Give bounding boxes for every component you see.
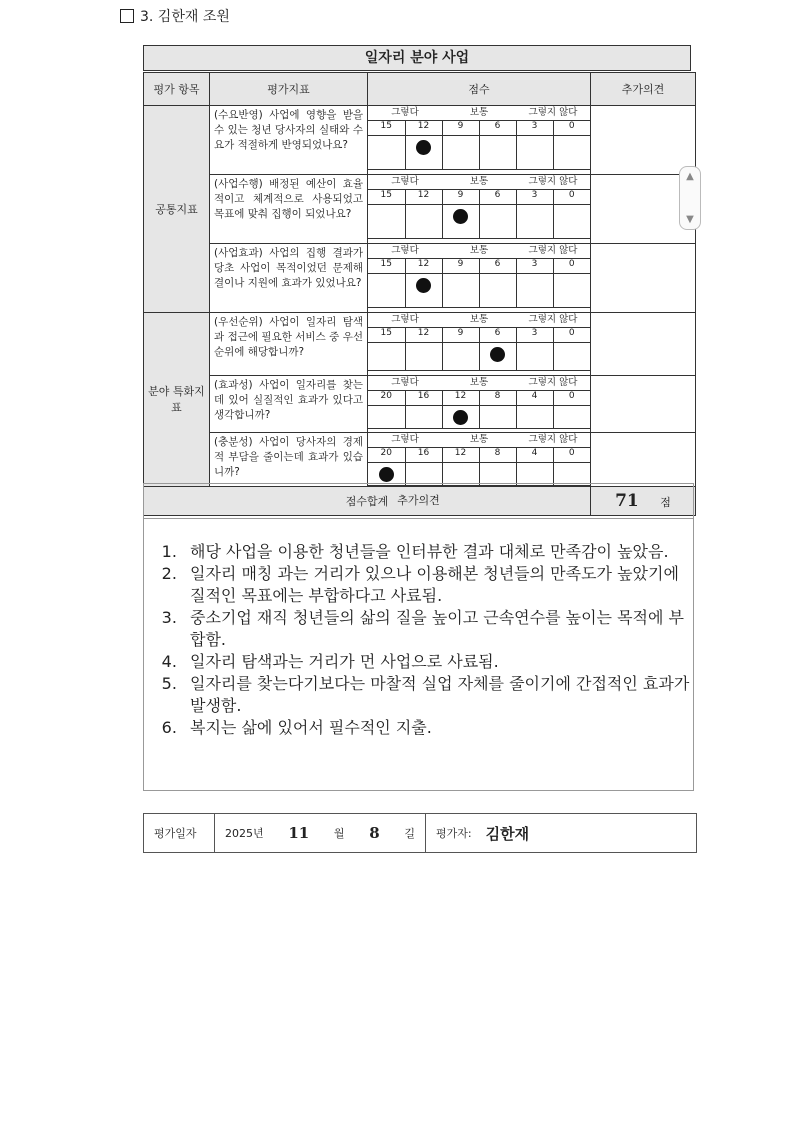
date-value <box>215 814 426 852</box>
level-labels <box>368 433 590 448</box>
table-row <box>144 376 696 433</box>
level-label: 그렇다 <box>391 434 419 445</box>
date-month: 11 <box>288 824 310 842</box>
evaluator <box>426 814 539 852</box>
score-choice[interactable] <box>442 135 479 170</box>
score-value: 20 <box>368 448 405 462</box>
score-choice[interactable] <box>553 462 590 485</box>
score-choice[interactable] <box>479 135 516 170</box>
indicator-text: (사업효과) 사업의 집행 결과가 당초 사업이 목적이었던 문제해결이나 지원에 효과가 있었나요? <box>210 244 368 313</box>
level-label: 그렇지 않다 <box>528 176 578 187</box>
selected-dot-icon <box>490 347 505 362</box>
score-choice[interactable] <box>405 342 442 371</box>
score-cell <box>368 313 591 376</box>
score-value: 0 <box>553 190 590 204</box>
score-value: 3 <box>516 190 553 204</box>
score-choice[interactable] <box>553 204 590 239</box>
score-value: 15 <box>368 190 405 204</box>
score-value: 15 <box>368 328 405 342</box>
header-opinion: 추가의견 <box>591 73 696 106</box>
score-choice[interactable] <box>405 273 442 308</box>
category-cell: 분야 특화지표 <box>144 313 210 487</box>
opinion-item: 6. 복지는 삶에 있어서 필수적인 지출. <box>182 717 693 739</box>
table-row <box>144 175 696 244</box>
selected-dot-icon <box>416 140 431 155</box>
score-choice[interactable] <box>479 204 516 239</box>
opinion-item: 5. 일자리를 찾는다기보다는 마찰적 실업 자체를 줄이기에 간접적인 효과가 발생함. <box>182 673 693 717</box>
opinion-cell <box>591 313 696 376</box>
footer <box>143 813 697 853</box>
score-choice[interactable] <box>405 405 442 428</box>
score-choice[interactable] <box>553 135 590 170</box>
opinion-item: 1. 해당 사업을 이용한 청년들을 인터뷰한 결과 대체로 만족감이 높았음. <box>182 541 693 563</box>
scroll-down-icon[interactable]: ▼ <box>686 214 694 225</box>
score-value: 15 <box>368 259 405 273</box>
score-value: 12 <box>405 190 442 204</box>
level-label: 보통 <box>469 107 489 118</box>
score-cell <box>368 433 591 487</box>
score-choice[interactable] <box>553 405 590 428</box>
score-value: 9 <box>442 190 479 204</box>
header-category: 평가 항목 <box>144 73 210 106</box>
header-score: 점수 <box>368 73 591 106</box>
level-label: 보통 <box>469 245 489 256</box>
score-choice[interactable] <box>442 462 479 485</box>
level-label: 보통 <box>469 377 489 388</box>
score-choice[interactable] <box>553 273 590 308</box>
score-value: 20 <box>368 391 405 405</box>
score-value: 12 <box>405 121 442 135</box>
opinion-list <box>144 541 693 739</box>
score-choice[interactable] <box>479 462 516 485</box>
score-cell <box>368 106 591 175</box>
score-choice[interactable] <box>442 405 479 428</box>
indicator-text: (우선순위) 사업이 일자리 탐색과 접근에 필요한 서비스 중 우선순위에 해당합니까? <box>210 313 368 376</box>
scroll-control[interactable] <box>679 166 701 230</box>
opinion-item: 4. 일자리 탐색과는 거리가 먼 사업으로 사료됨. <box>182 651 693 673</box>
date-label: 평가일자 <box>144 814 215 852</box>
level-label: 그렇다 <box>391 314 419 325</box>
score-value: 16 <box>405 391 442 405</box>
score-choice[interactable] <box>442 273 479 308</box>
score-value: 9 <box>442 121 479 135</box>
score-choice[interactable] <box>368 204 405 239</box>
indicator-text: (충분성) 사업이 당사자의 경제적 부담을 줄이는데 효과가 있습니까? <box>210 433 368 487</box>
score-choice[interactable] <box>516 135 553 170</box>
score-cell <box>368 175 591 244</box>
level-label: 그렇지 않다 <box>528 377 578 388</box>
heading-text: 3. 김한재 조원 <box>140 9 230 25</box>
score-choice[interactable] <box>442 204 479 239</box>
score-choice[interactable] <box>553 342 590 371</box>
score-choice[interactable] <box>479 273 516 308</box>
opinion-title: 추가의견 <box>144 484 693 519</box>
opinion-item: 2. 일자리 매칭 과는 거리가 있으나 이용해본 청년들의 만족도가 높았기에 질적인 목표에는 부합하다고 사료됨. <box>182 563 693 607</box>
score-value: 4 <box>516 448 553 462</box>
score-cell <box>368 244 591 313</box>
score-value: 0 <box>553 391 590 405</box>
level-labels <box>368 313 590 328</box>
score-value: 8 <box>479 448 516 462</box>
level-label: 그렇지 않다 <box>528 434 578 445</box>
score-choice[interactable] <box>516 273 553 308</box>
score-choice[interactable] <box>479 405 516 428</box>
table-row <box>144 106 696 175</box>
evaluator-name: 김한재 <box>485 824 530 843</box>
level-label: 보통 <box>469 176 489 187</box>
score-value: 0 <box>553 328 590 342</box>
score-value: 16 <box>405 448 442 462</box>
score-value: 8 <box>479 391 516 405</box>
table-row <box>144 313 696 376</box>
opinion-box <box>143 483 694 791</box>
date-month-unit: 월 <box>333 827 345 840</box>
score-value: 6 <box>479 259 516 273</box>
score-value: 12 <box>442 391 479 405</box>
selected-dot-icon <box>416 278 431 293</box>
score-choice[interactable] <box>405 135 442 170</box>
indicator-text: (사업수행) 배정된 예산이 효율적이고 체계적으로 사용되었고 목표에 맞춰 집행이 되었나요? <box>210 175 368 244</box>
level-label: 보통 <box>469 314 489 325</box>
score-value: 6 <box>479 328 516 342</box>
indicator-text: (효과성) 사업이 일자리를 찾는데 있어 실질적인 효과가 있다고 생각합니까? <box>210 376 368 433</box>
score-value: 12 <box>405 259 442 273</box>
header-indicator: 평가지표 <box>210 73 368 106</box>
score-value: 12 <box>405 328 442 342</box>
level-labels <box>368 106 590 121</box>
score-value: 3 <box>516 328 553 342</box>
score-cell <box>368 376 591 433</box>
level-label: 그렇지 않다 <box>528 314 578 325</box>
score-value: 15 <box>368 121 405 135</box>
score-choice[interactable] <box>368 342 405 371</box>
score-choice[interactable] <box>405 204 442 239</box>
score-choice[interactable] <box>516 342 553 371</box>
level-labels <box>368 376 590 391</box>
opinion-cell <box>591 376 696 433</box>
opinion-cell <box>591 106 696 175</box>
score-value: 0 <box>553 448 590 462</box>
date-day: 8 <box>369 824 380 842</box>
score-value: 9 <box>442 259 479 273</box>
selected-dot-icon <box>379 467 394 482</box>
score-value: 12 <box>442 448 479 462</box>
level-label: 그렇다 <box>391 176 419 187</box>
level-labels <box>368 244 590 259</box>
score-choice[interactable] <box>516 462 553 485</box>
selected-dot-icon <box>453 209 468 224</box>
selected-dot-icon <box>453 410 468 425</box>
level-label: 그렇다 <box>391 245 419 256</box>
category-cell: 공통지표 <box>144 106 210 313</box>
indicator-text: (수요반영) 사업에 영향을 받을 수 있는 청년 당사자의 실태와 수요가 적절하게 반영되었나요? <box>210 106 368 175</box>
total-unit: 점 <box>660 495 671 509</box>
evaluation-table <box>143 72 696 516</box>
table-row <box>144 433 696 487</box>
level-label: 그렇지 않다 <box>528 245 578 256</box>
score-choice[interactable] <box>479 342 516 371</box>
table-title: 일자리 분야 사업 <box>143 45 691 71</box>
score-value: 6 <box>479 190 516 204</box>
table-row <box>144 244 696 313</box>
date-day-unit: 길 <box>404 827 415 840</box>
score-choice[interactable] <box>368 405 405 428</box>
date-year: 2025년 <box>225 827 264 840</box>
scroll-up-icon[interactable]: ▲ <box>686 171 694 182</box>
opinion-item: 3. 중소기업 재직 청년들의 삶의 질을 높이고 근속연수를 높이는 목적에 부합함. <box>182 607 693 651</box>
score-choice[interactable] <box>516 204 553 239</box>
score-choice[interactable] <box>368 135 405 170</box>
score-value: 3 <box>516 121 553 135</box>
score-value: 6 <box>479 121 516 135</box>
total-value: 71 <box>615 490 639 511</box>
total-label: 점수합계 <box>144 486 591 515</box>
score-value: 9 <box>442 328 479 342</box>
score-choice[interactable] <box>368 462 405 485</box>
score-choice[interactable] <box>516 405 553 428</box>
level-label: 보통 <box>469 434 489 445</box>
level-label: 그렇지 않다 <box>528 107 578 118</box>
opinion-cell <box>591 244 696 313</box>
score-value: 0 <box>553 259 590 273</box>
opinion-cell <box>591 433 696 487</box>
level-label: 그렇다 <box>391 377 419 388</box>
score-choice[interactable] <box>405 462 442 485</box>
score-choice[interactable] <box>368 273 405 308</box>
score-value: 0 <box>553 121 590 135</box>
score-choice[interactable] <box>442 342 479 371</box>
section-heading <box>120 6 230 26</box>
score-value: 4 <box>516 391 553 405</box>
level-labels <box>368 175 590 190</box>
level-label: 그렇다 <box>391 107 419 118</box>
score-value: 3 <box>516 259 553 273</box>
evaluator-label: 평가자: <box>436 827 472 840</box>
checkbox-icon <box>120 9 134 23</box>
